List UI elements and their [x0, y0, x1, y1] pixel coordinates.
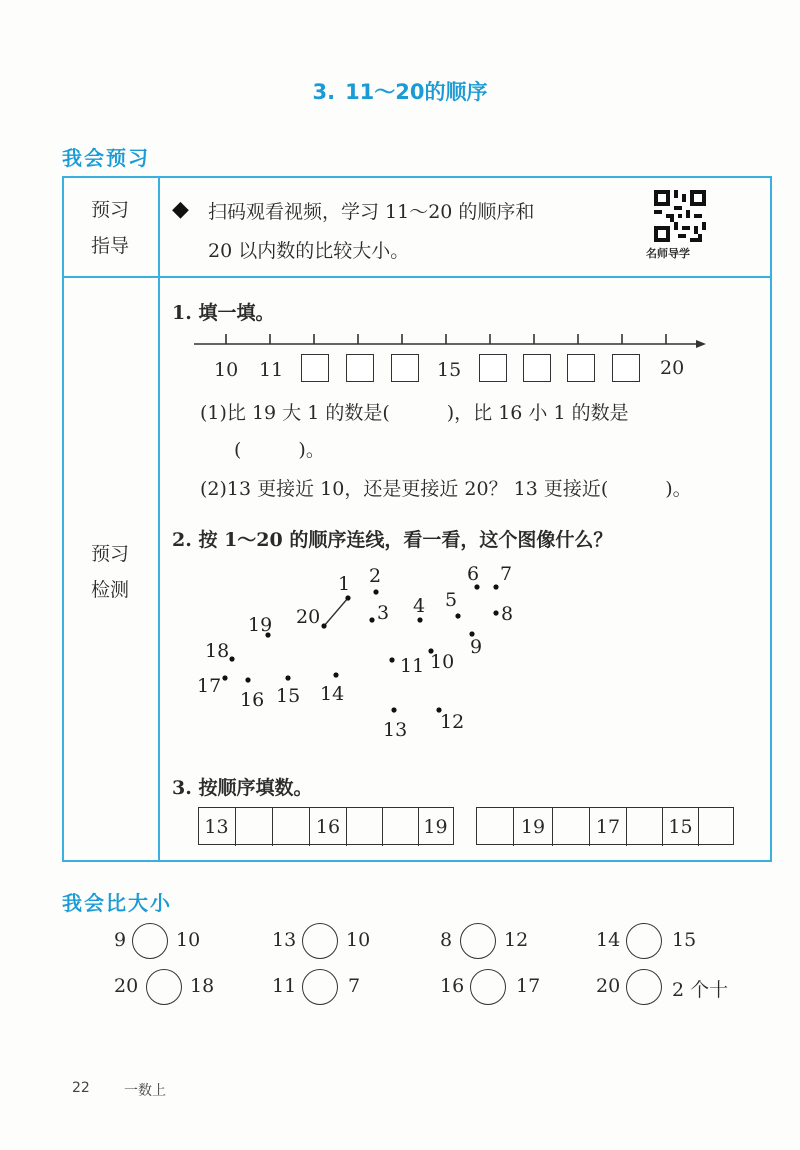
dot-13	[391, 707, 396, 712]
qr-code-icon[interactable]	[654, 190, 706, 242]
book-name: 一数上	[124, 1083, 166, 1099]
seq1-cell: 13	[204, 816, 229, 838]
qr-caption: 名师导学	[646, 247, 690, 260]
lesson-number: 3.	[312, 80, 336, 104]
seq2-cell[interactable]	[476, 808, 514, 846]
nl-blank-box[interactable]	[523, 354, 551, 382]
cmp-right: 18	[190, 975, 215, 997]
cmp-right: 17	[516, 975, 541, 997]
q1-sub1-line2: ( )。	[234, 439, 325, 461]
dot-label-14: 14	[320, 683, 345, 705]
cmp-left: 8	[440, 929, 453, 951]
dot-20	[321, 623, 326, 628]
cmp-left: 20	[596, 975, 621, 997]
dot-1	[345, 595, 350, 600]
dot-label-9: 9	[470, 636, 483, 658]
nl-label-11: 11	[259, 359, 284, 381]
guide-label-1: 预习	[90, 199, 129, 221]
seq1-cell[interactable]	[235, 808, 272, 846]
dot-label-8: 8	[501, 603, 514, 625]
compare-circle[interactable]	[132, 923, 168, 959]
dot-2	[373, 589, 378, 594]
dot-7	[493, 584, 498, 589]
seq2-cell[interactable]	[698, 808, 732, 846]
dot-label-2: 2	[369, 565, 382, 587]
dot-5	[455, 613, 460, 618]
dot-label-13: 13	[383, 719, 408, 741]
lesson-title-text: 11～20的顺序	[345, 80, 488, 104]
cmp-left: 11	[272, 975, 297, 997]
dot-label-12: 12	[440, 711, 465, 733]
dot-15	[285, 675, 290, 680]
cmp-right: 2 个十	[672, 979, 729, 1001]
dot-label-15: 15	[276, 685, 301, 707]
number-line-ticks	[226, 334, 666, 344]
seq2-cell[interactable]	[552, 808, 589, 846]
dot-11	[389, 657, 394, 662]
seq1-cell[interactable]	[346, 808, 382, 846]
dot-label-6: 6	[467, 563, 480, 585]
dot-14	[333, 672, 338, 677]
dot-label-3: 3	[377, 602, 390, 624]
guide-label-2: 指导	[90, 235, 129, 257]
box-divider-horizontal	[62, 276, 772, 278]
dot-label-1: 1	[338, 573, 351, 595]
sequence-table-2	[476, 807, 734, 845]
compare-circle[interactable]	[146, 969, 182, 1005]
compare-circle[interactable]	[460, 923, 496, 959]
dot-18	[229, 656, 234, 661]
dot-4	[417, 617, 422, 622]
dot-label-16: 16	[240, 689, 265, 711]
sequence-table-1	[198, 807, 454, 845]
cmp-left: 13	[272, 929, 297, 951]
compare-circle[interactable]	[302, 923, 338, 959]
q1-sub2: (2)13 更接近 10，还是更接近 20？ 13 更接近( )。	[200, 478, 692, 500]
dot-3	[369, 617, 374, 622]
check-label-1: 预习	[90, 543, 129, 565]
nl-blank-box[interactable]	[612, 354, 640, 382]
seq2-cell: 19	[513, 808, 552, 846]
seq1-cell: 16	[309, 808, 346, 846]
cmp-right: 12	[504, 929, 529, 951]
dot-label-4: 4	[413, 595, 426, 617]
dot-16	[245, 677, 250, 682]
page-number: 22	[72, 1080, 90, 1096]
cmp-right: 10	[346, 929, 371, 951]
nl-blank-box[interactable]	[479, 354, 507, 382]
seq1-cell[interactable]	[272, 808, 309, 846]
dot-label-10: 10	[430, 651, 455, 673]
seq1-cell: 19	[418, 808, 452, 846]
compare-circle[interactable]	[626, 923, 662, 959]
dot-17	[222, 675, 227, 680]
diamond-bullet-icon: ◆	[172, 197, 189, 222]
compare-heading: 我会比大小	[62, 891, 172, 915]
compare-circle[interactable]	[302, 969, 338, 1005]
check-label-2: 检测	[90, 579, 129, 601]
dot-label-19: 19	[248, 614, 273, 636]
dot-8	[493, 610, 498, 615]
box-divider-vertical	[158, 176, 160, 862]
dot-label-5: 5	[445, 589, 458, 611]
seq2-cell: 15	[662, 808, 698, 846]
cmp-left: 14	[596, 929, 621, 951]
connect-line-20-1	[324, 598, 348, 626]
number-line	[190, 330, 710, 354]
guide-text-line2: 20 以内数的比较大小。	[208, 240, 410, 262]
cmp-right: 10	[176, 929, 201, 951]
seq1-cell[interactable]	[382, 808, 418, 846]
nl-blank-box[interactable]	[567, 354, 595, 382]
lesson-title	[0, 76, 800, 106]
dot-label-18: 18	[205, 640, 230, 662]
dot-label-11: 11	[400, 655, 425, 677]
dot-label-17: 17	[197, 675, 222, 697]
q1-sub1-line1: (1)比 19 大 1 的数是( )，比 16 小 1 的数是	[200, 402, 629, 424]
preview-heading: 我会预习	[62, 146, 150, 170]
nl-label-20: 20	[660, 357, 685, 379]
nl-blank-box[interactable]	[391, 354, 419, 382]
nl-label-10: 10	[214, 359, 239, 381]
dot-label-7: 7	[500, 563, 513, 585]
cmp-right: 15	[672, 929, 697, 951]
nl-blank-box[interactable]	[346, 354, 374, 382]
preview-box	[62, 176, 772, 862]
seq2-cell: 17	[589, 808, 626, 846]
nl-label-15: 15	[437, 359, 462, 381]
cmp-left: 16	[440, 975, 465, 997]
compare-circle[interactable]	[470, 969, 506, 1005]
nl-blank-box[interactable]	[301, 354, 329, 382]
cmp-left: 20	[114, 975, 139, 997]
dot-label-20: 20	[296, 606, 321, 628]
guide-text-line1: 扫码观看视频，学习 11～20 的顺序和	[208, 201, 535, 223]
q2-prompt: 2. 按 1～20 的顺序连线，看一看，这个图像什么？	[172, 529, 613, 551]
dot-to-dot-puzzle	[190, 560, 530, 750]
q3-prompt: 3. 按顺序填数。	[172, 777, 313, 799]
dot-6	[474, 584, 479, 589]
cmp-right: 7	[348, 975, 361, 997]
compare-circle[interactable]	[626, 969, 662, 1005]
cmp-left: 9	[114, 929, 127, 951]
seq2-cell[interactable]	[626, 808, 662, 846]
q1-prompt: 1. 填一填。	[172, 302, 275, 324]
